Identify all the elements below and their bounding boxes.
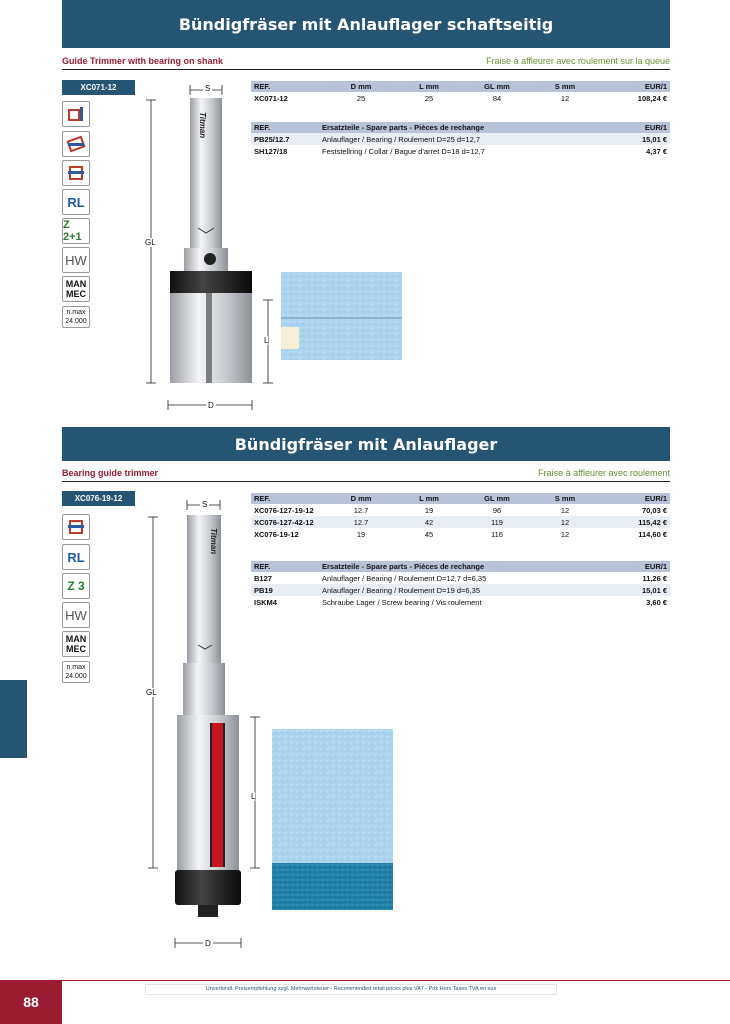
- nmax-label: n.max: [66, 664, 86, 671]
- parts-table-2-header: [251, 561, 670, 572]
- cell-gl: 84: [492, 93, 502, 103]
- table-row: [251, 145, 670, 157]
- cell-eur: 3,60 €: [646, 597, 667, 607]
- cell-l: 42: [395, 516, 463, 528]
- cell-desc: Anlauflager / Bearing / Roulement D=25 d=12,7: [319, 133, 610, 145]
- cell-eur: 70,03 €: [641, 505, 667, 515]
- dim-d-label-1: D: [208, 401, 214, 410]
- cell-gl: 96: [492, 505, 502, 515]
- cell-eur: 11,26 €: [642, 573, 667, 583]
- table-row: [251, 504, 670, 516]
- col-ref: REF.: [251, 81, 327, 92]
- flush-trim-icon: [62, 160, 90, 186]
- col-eur: EUR/1: [599, 81, 670, 92]
- cell-ref: B127: [254, 573, 272, 583]
- section2-code-badge: XC076-19-12: [62, 491, 135, 506]
- col-desc: Ersatzteile - Spare parts - Pièces de rechange: [319, 122, 610, 133]
- col-eur: EUR/1: [610, 122, 670, 133]
- col-ref: REF.: [251, 122, 319, 133]
- cell-eur: 108,24 €: [637, 93, 667, 103]
- nmax-icon: [62, 661, 90, 683]
- cell-s: 12: [560, 529, 570, 539]
- cell-ref: PB19: [251, 584, 319, 596]
- section2-rule: [62, 481, 670, 482]
- spec-table-2: [251, 493, 670, 540]
- section1-code-badge: XC071-12: [62, 80, 135, 95]
- workpiece-illustration-1: [281, 272, 402, 360]
- section1-title: Bündigfräser mit Anlauflager schaftseitig: [62, 0, 670, 48]
- col-d: D mm: [327, 81, 395, 92]
- hw-material-icon: HW: [62, 247, 90, 273]
- man-mec-icon: [62, 276, 90, 302]
- table-row: [251, 596, 670, 608]
- col-gl: GL mm: [463, 493, 531, 504]
- cell-gl: 116: [491, 529, 503, 539]
- section1-subtitle-en: Guide Trimmer with bearing on shank: [62, 56, 224, 66]
- col-eur: EUR/1: [610, 561, 670, 572]
- chapter-side-tab: [0, 680, 27, 758]
- cell-s: 12: [560, 505, 570, 515]
- cell-d: 12.7: [353, 505, 369, 515]
- cell-d: 25: [356, 93, 366, 103]
- table-row: [251, 528, 670, 540]
- man-mec-icon: [62, 631, 90, 657]
- section2-title: Bündigfräser mit Anlauflager: [62, 427, 670, 461]
- bevel-trim-icon: [62, 131, 90, 157]
- cell-eur: 114,60 €: [638, 529, 667, 539]
- mec-label: MEC: [66, 644, 86, 654]
- parts-table-1-header: [251, 122, 670, 133]
- dim-l-label-2: L: [251, 792, 256, 801]
- nmax-value: 24.000: [65, 318, 87, 325]
- cell-eur: 4,37 €: [646, 146, 667, 156]
- cell-gl: 119: [463, 516, 531, 528]
- section2-subtitle-en: Bearing guide trimmer: [62, 468, 159, 478]
- parts-table-2: [251, 561, 670, 608]
- brand-mark-1: Titman: [198, 112, 207, 139]
- cell-eur: 115,42 €: [599, 516, 670, 528]
- cell-eur: 15,01 €: [610, 133, 670, 145]
- workpiece-illustration-2: [272, 729, 393, 910]
- cell-desc: Anlauflager / Bearing / Roulement D=12,7 d=6,35: [322, 573, 487, 583]
- cell-desc: Feststellring / Collar / Bague d'arret D=18 d=12,7: [322, 146, 485, 156]
- cell-desc: Schraube Lager / Screw bearing / Vis roulement: [322, 597, 482, 607]
- col-l: L mm: [395, 81, 463, 92]
- cell-ref: XC076-127-19-12: [254, 505, 314, 515]
- dim-d-label-2: D: [205, 939, 211, 948]
- page-number: 88: [0, 980, 62, 1024]
- man-label: MAN: [65, 279, 87, 289]
- cell-ref: XC071-12: [254, 93, 288, 103]
- col-l: L mm: [395, 493, 463, 504]
- spec-table-2-header: [251, 493, 670, 504]
- dim-l-label-1: L: [264, 336, 269, 345]
- cell-ref: ISKM4: [254, 597, 277, 607]
- cell-ref: XC076-19-12: [254, 529, 299, 539]
- dim-gl-label-1: GL: [145, 238, 156, 247]
- col-ref: REF.: [251, 493, 327, 504]
- teeth-count-icon: Z 2+1: [62, 218, 90, 244]
- section2-subtitle-fr: Fraise à affleurer avec roulement: [538, 468, 670, 478]
- cell-ref: SH127/18: [254, 146, 288, 156]
- col-s: S mm: [531, 493, 599, 504]
- cell-ref: XC076-127-42-12: [251, 516, 327, 528]
- man-label: MAN: [65, 634, 87, 644]
- table-row: [251, 572, 670, 584]
- rotation-rl-icon: RL: [62, 189, 90, 215]
- cell-d: 12.7: [327, 516, 395, 528]
- spec-table-1: [251, 81, 670, 104]
- cell-l: 45: [424, 529, 434, 539]
- cell-l: 19: [424, 505, 434, 515]
- col-gl: GL mm: [463, 81, 531, 92]
- col-eur: EUR/1: [599, 493, 670, 504]
- hw-material-icon: HW: [62, 602, 90, 628]
- cell-d: 19: [356, 529, 366, 539]
- nmax-label: n.max: [66, 309, 86, 316]
- table-row: [251, 584, 670, 596]
- dim-gl-label-2: GL: [146, 688, 157, 697]
- dim-s-label-1: S: [205, 84, 211, 93]
- flush-trim-icon: [62, 514, 90, 540]
- section1-rule: [62, 69, 670, 70]
- parts-table-1: [251, 122, 670, 157]
- cell-l: 25: [424, 93, 434, 103]
- table-row: [251, 516, 670, 528]
- cell-s: 12: [531, 516, 599, 528]
- dim-s-label-2: S: [202, 500, 208, 509]
- spec-table-1-header: [251, 81, 670, 92]
- col-s: S mm: [531, 81, 599, 92]
- col-d: D mm: [327, 493, 395, 504]
- nmax-icon: [62, 306, 90, 328]
- nmax-value: 24.000: [65, 673, 87, 680]
- brand-mark-2: Titman: [209, 528, 218, 555]
- col-ref: REF.: [251, 561, 319, 572]
- footer-price-note: Unverbindl. Preisempfehlung zzgl. Mehrwertsteuer - Recommended retail prices plus VAT - Prix Hors Taxes TVA en sus: [145, 984, 557, 995]
- cell-s: 12: [560, 93, 570, 103]
- rotation-rl-icon: RL: [62, 544, 90, 570]
- mec-label: MEC: [66, 289, 86, 299]
- guide-trim-icon: [62, 101, 90, 127]
- teeth-count-icon: Z 3: [62, 573, 90, 599]
- cell-ref: PB25/12.7: [251, 133, 319, 145]
- section1-subtitle-fr: Fraise à affleurer avec roulement sur la queue: [486, 56, 670, 66]
- col-desc: Ersatzteile - Spare parts - Pièces de rechange: [319, 561, 610, 572]
- cell-eur: 15,01 €: [610, 584, 670, 596]
- footer-rule: [62, 980, 730, 981]
- table-row: [251, 92, 670, 104]
- cell-desc: Anlauflager / Bearing / Roulement D=19 d=6,35: [319, 584, 610, 596]
- table-row: [251, 133, 670, 145]
